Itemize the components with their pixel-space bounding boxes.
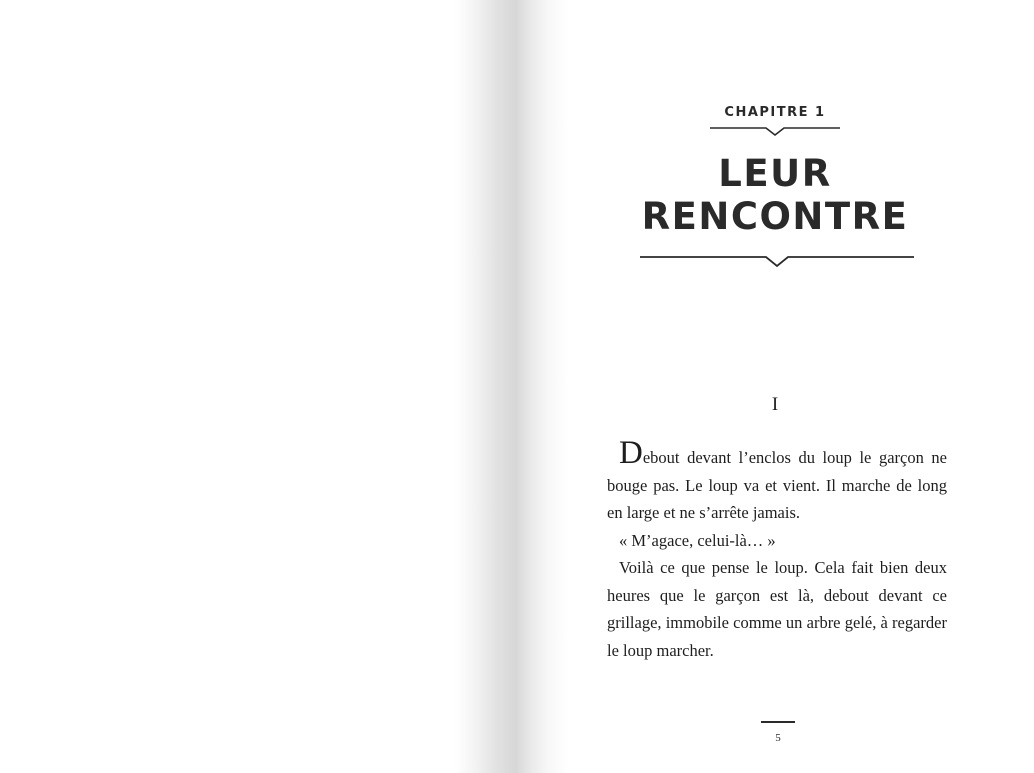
chapter-label-underline <box>708 121 842 137</box>
section-number: I <box>771 394 779 415</box>
paragraph: Debout devant l’enclos du loup le garçon ne bouge pas. Le loup va et vient. Il marche de long en large et ne s’arrête jamais. <box>607 435 947 522</box>
chapter-title-underline <box>638 252 916 270</box>
chapter-title <box>600 152 950 238</box>
page-number: 5 <box>775 732 781 744</box>
paragraph: Voilà ce que pense le loup. Cela fait bien deux heures que le garçon est là, debout devant ce grillage, immobile comme un arbre gelé, à regarder le loup marcher. <box>607 558 947 660</box>
paragraph: « M’agace, celui-là… » <box>619 530 776 550</box>
drop-cap: D <box>619 435 643 471</box>
chapter-label: CHAPITRE 1 <box>724 105 826 120</box>
chapter-title-line-1: LEUR <box>718 152 832 195</box>
chapter-title-line-2: RENCONTRE <box>641 195 909 238</box>
body-text <box>607 435 947 664</box>
folio-rule <box>761 721 795 723</box>
